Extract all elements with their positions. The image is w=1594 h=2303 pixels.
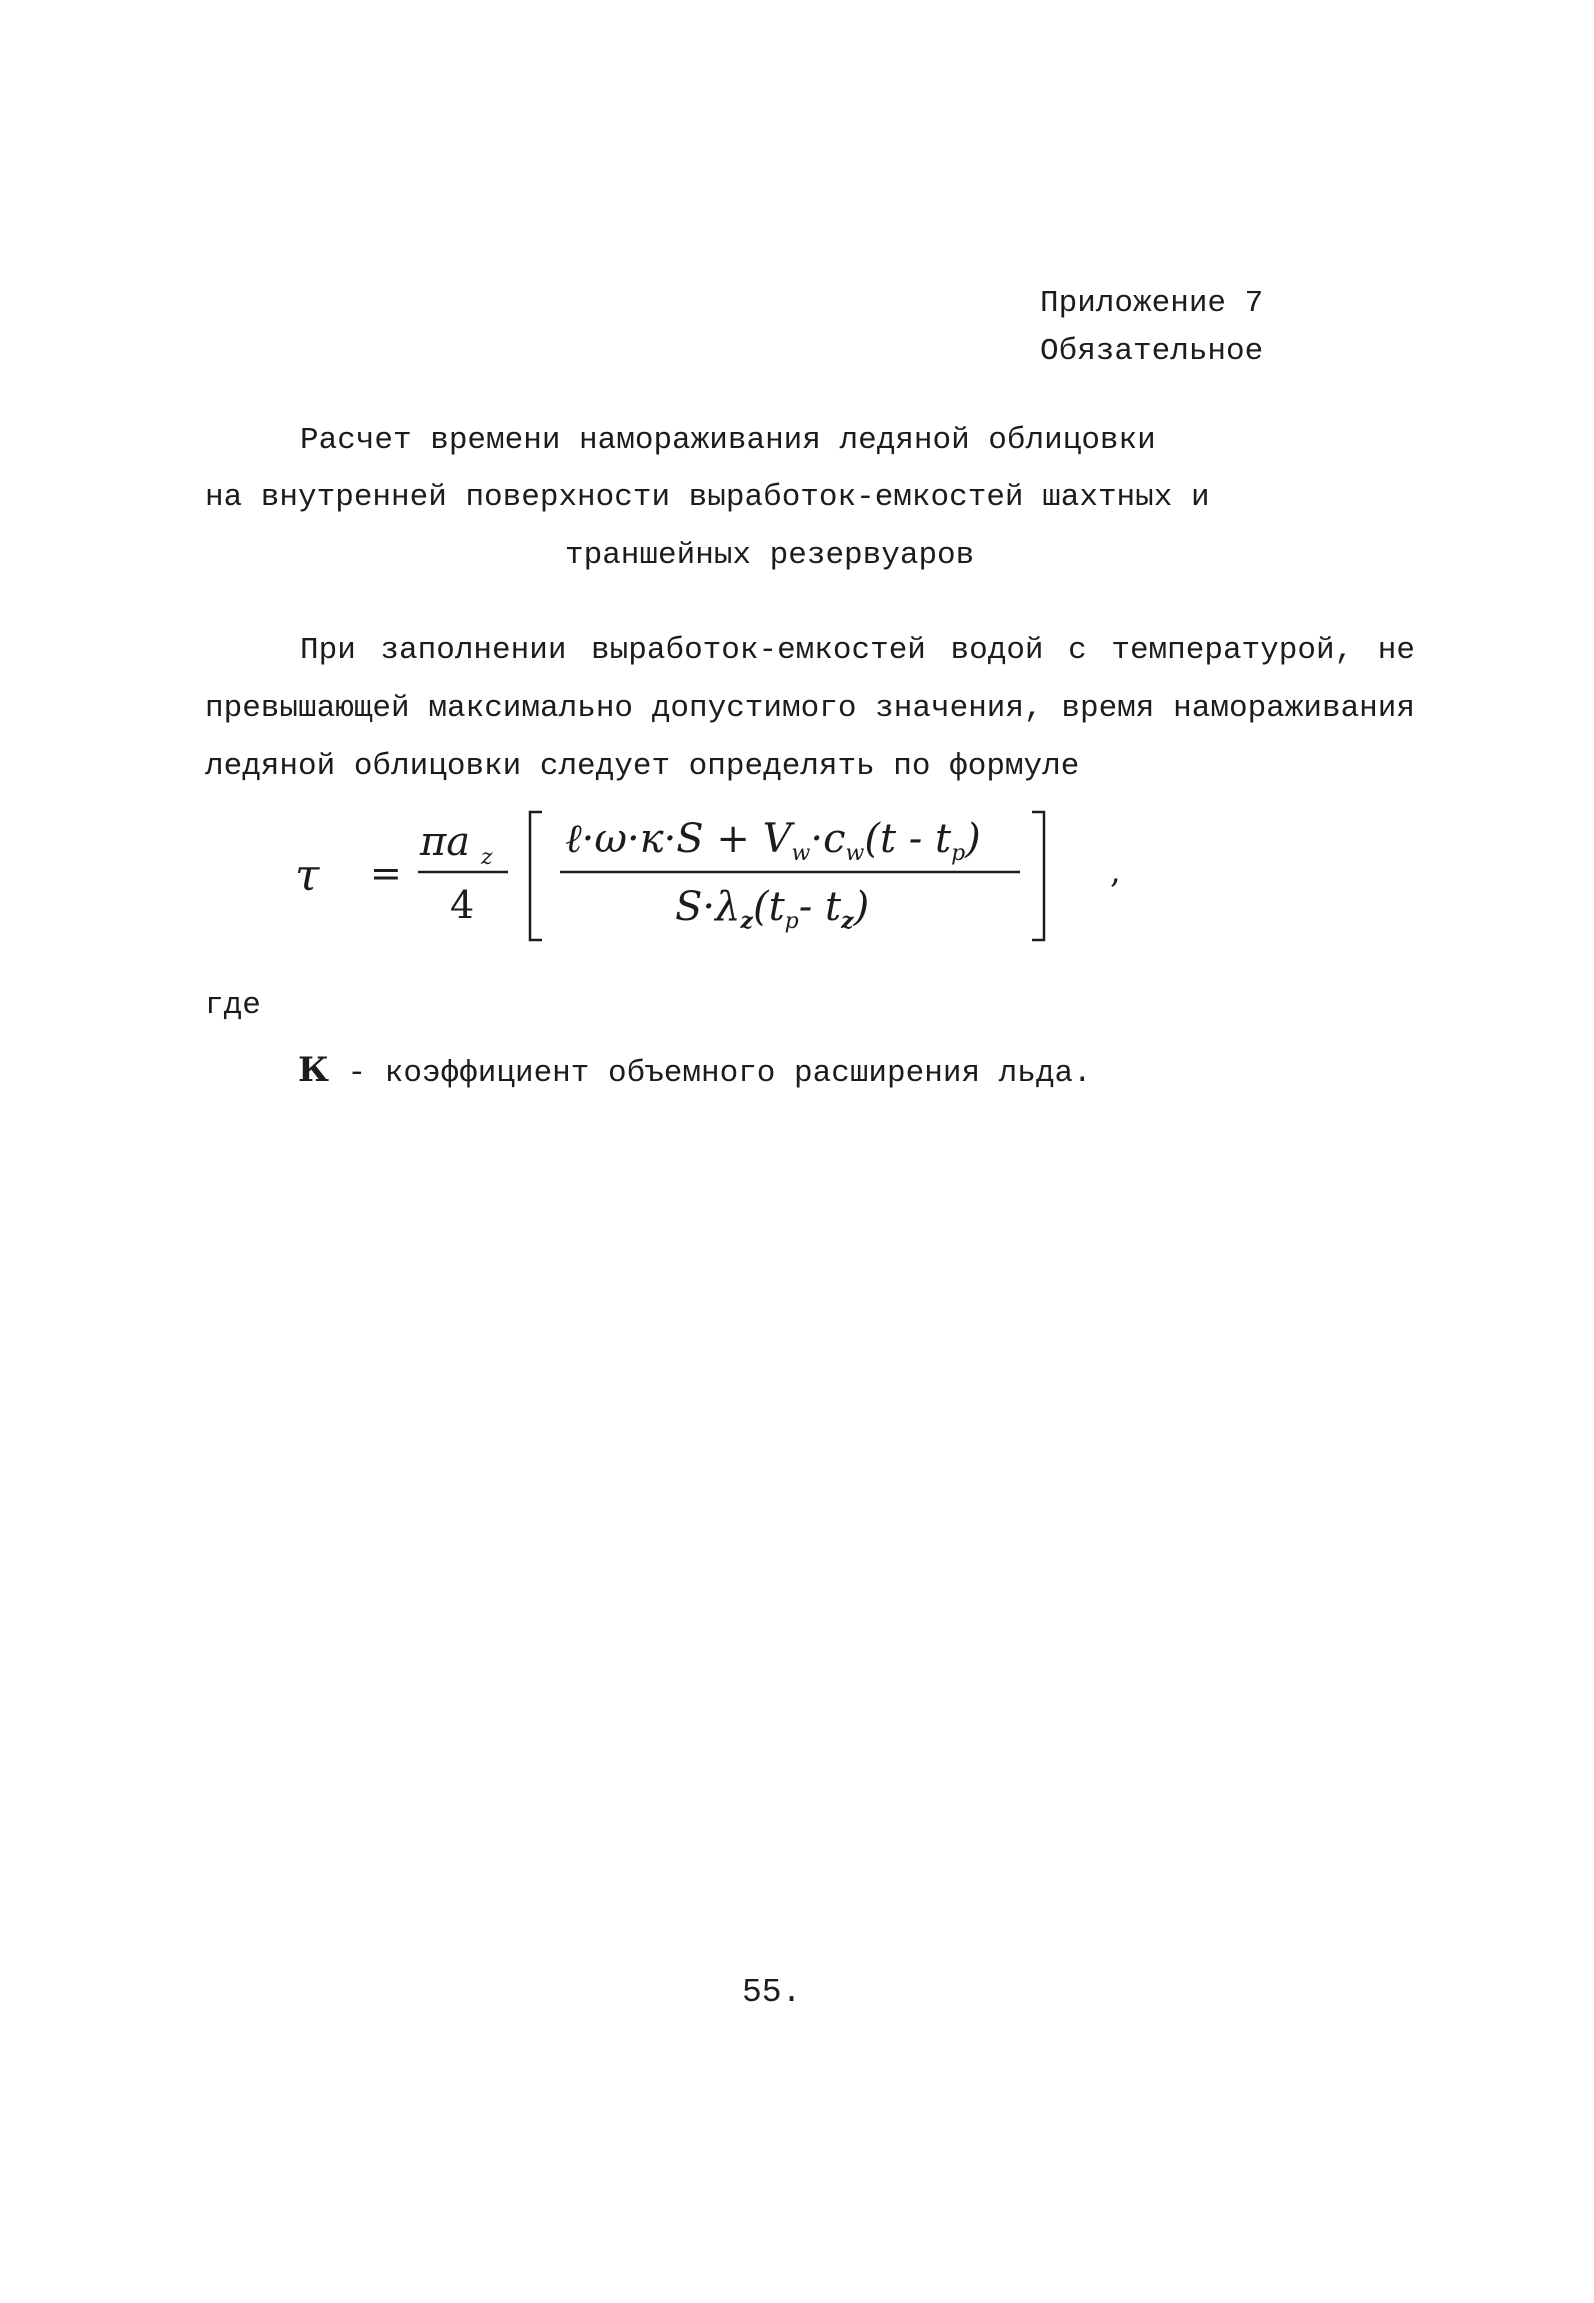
definition-text: - коэффициент объемного расширения льда. [328, 1056, 1092, 1091]
title-line-1: Расчет времени намораживания ледяной облицовки [300, 423, 1156, 458]
title-line-2: на внутренней поверхности выработок-емкостей шахтных и [205, 480, 1210, 515]
intro-paragraph: При заполнении выработок-емкостей водой с температурой, не превышающей максимально допустимого значения, время намораживания ледяной облицовки следует определять по формуле [205, 633, 1415, 784]
definition-symbol: К [298, 1050, 329, 1090]
formula-lhs: τ [295, 850, 320, 901]
appendix-number: Приложение 7 [1040, 286, 1264, 321]
appendix-type: Обязательное [1040, 334, 1264, 369]
freezing-time-formula [290, 790, 1190, 970]
formula-comma: , [1110, 851, 1121, 891]
page-number: 55. [742, 1974, 802, 2011]
main-denominator: $S\cdot\lambda_z(t_p-$ $t_z$) [675, 884, 870, 934]
title-line-3: траншейных резервуаров [565, 538, 975, 573]
coef-denominator: 4 [450, 883, 475, 927]
right-bracket [1032, 812, 1044, 940]
where-label: где [205, 988, 261, 1023]
coef-numerator: πa [420, 819, 471, 865]
main-numerator: ℓ·ω·к·S + $V_w\cdot c_w(t - t_p)$ [565, 816, 981, 866]
left-bracket [530, 812, 542, 940]
formula-equals: = [370, 851, 402, 895]
coef-numerator-sub: z [481, 845, 493, 870]
definition-line [298, 1050, 1092, 1091]
